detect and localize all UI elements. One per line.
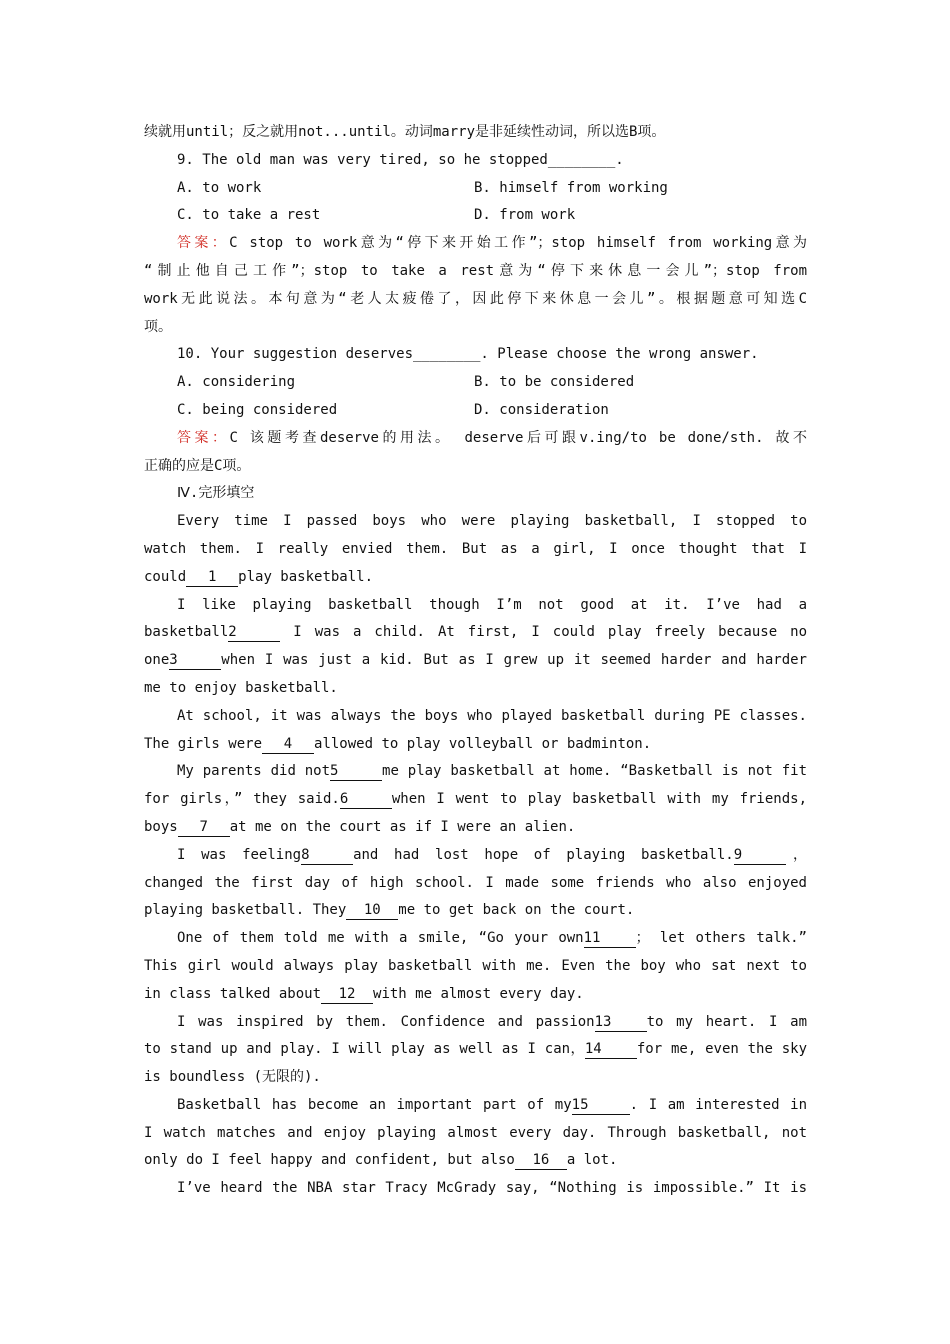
q9-option-b: B. himself from working [474,179,668,196]
cloze-p1-line-3: could 1 play basketball. [144,568,374,585]
cloze-blank-11: 11 [584,930,636,948]
cloze-p3-line-2: The girls were 4 allowed to play volleyball or badminton. [144,735,652,752]
cloze-p1-line-2: watch them. I really envied them. But as a girl, I once thought that I [144,540,807,557]
q9-answer-line-4: 项。 [144,318,172,335]
cloze-p4-line-1: My parents did not5 me play basketball at home. “Basketball is not fit [177,763,807,780]
q10-option-b: B. to be considered [474,374,635,391]
cloze-p4-line-3: boys 7 at me on the court as if I were an alien. [144,818,576,835]
cloze-blank-12: 12 [321,986,373,1004]
q10-option-a: A. considering [177,374,296,391]
cloze-p7-line-2: to stand up and play. I will play as well as I can，14 for me, even the sky [144,1041,807,1058]
cloze-blank-6: 6 [340,791,392,809]
document-page [144,119,807,1203]
q10-answer-line-2: 正确的应是C项。 [144,457,251,474]
cloze-p4-line-2: for girls，” they said.6 when I went to play basketball with my friends, [144,791,807,808]
cloze-p5-line-3: playing basketball. They 10 me to get back on the court. [144,902,635,919]
cloze-blank-9: 9 [734,847,786,865]
cloze-p7-line-1: I was inspired by them. Confidence and passion13 to my heart. I am [177,1013,807,1030]
q10-options-row-1 [144,369,807,397]
cloze-p2-line-1: I like playing basketball though I’m not good at it. I’ve had a [177,596,807,613]
cloze-blank-10: 10 [346,902,398,920]
q9-answer-label: 答案： [177,235,230,252]
section-heading: Ⅳ.完形填空 [177,485,255,502]
cloze-p8-line-2: I watch matches and enjoy playing almost every day. Through basketball, not [144,1124,807,1141]
cloze-p8-line-1: Basketball has become an important part of my15 . I am interested in [177,1096,807,1113]
q9-option-d: D. from work [474,207,576,224]
q9-answer-line-3: work无此说法。本句意为“老人太疲倦了，因此停下来休息一会儿”。根据题意可知选C [144,290,807,307]
cloze-blank-7: 7 [178,819,230,837]
cloze-blank-4: 4 [262,736,314,754]
cloze-blank-8: 8 [301,847,353,865]
q9-stem: 9. The old man was very tired, so he stopped________. [177,151,624,168]
cloze-p6-line-1: One of them told me with a smile, “Go your own11 ； let others talk.” [177,930,807,947]
cloze-p2-line-4: me to enjoy basketball. [144,679,338,696]
prev-answer-tail: 续就用until；反之就用not...until。动词marry是非延续性动词，所以选B项。 [144,124,666,140]
cloze-p6-line-3: in class talked about 12 with me almost every day. [144,985,584,1002]
cloze-blank-2: 2 [228,624,280,642]
q10-option-c: C. being considered [177,401,338,418]
cloze-p9-line-1: I’ve heard the NBA star Tracy McGrady say, “Nothing is impossible.” It is [177,1180,807,1197]
cloze-blank-3: 3 [169,652,221,670]
q9-option-c: C. to take a rest [177,207,321,224]
cloze-p6-line-2: This girl would always play basketball with me. Even the boy who sat next to [144,957,807,974]
cloze-p5-line-1: I was feeling8 and had lost hope of playing basketball.9 ， [177,846,807,863]
cloze-blank-1: 1 [186,569,238,587]
q10-answer-line-1: 答案：C 该题考查deserve的用法。 deserve后可跟v.ing/to be done/sth. 故不 [177,429,807,446]
q9-options-row-2 [144,202,807,230]
cloze-p7-line-3: is boundless (无限的). [144,1069,321,1086]
cloze-blank-5: 5 [330,763,382,781]
q10-option-d: D. consideration [474,401,609,418]
q10-answer-label: 答案： [177,429,230,446]
cloze-blank-15: 15 [572,1097,630,1115]
cloze-p5-line-2: changed the first day of high school. I made some friends who also enjoyed [144,874,807,891]
q9-options-row-1 [144,175,807,203]
cloze-p1-line-1: Every time I passed boys who were playing basketball, I stopped to [177,513,807,530]
cloze-p2-line-3: one3 when I was just a kid. But as I grew up it seemed harder and harder [144,652,807,669]
cloze-blank-14: 14 [585,1041,637,1059]
cloze-p3-line-1: At school, it was always the boys who played basketball during PE classes. [177,707,807,724]
q9-answer-line-2: “制止他自己工作”；stop to take a rest意为“停下来休息一会儿”；stop from [144,262,807,279]
q9-answer-line-1: 答案：C stop to work意为“停下来开始工作”；stop himself from working意为 [177,235,807,252]
q10-stem: 10. Your suggestion deserves________. Please choose the wrong answer. [177,346,759,363]
cloze-p8-line-3: only do I feel happy and confident, but also 16 a lot. [144,1152,618,1169]
cloze-p2-line-2: basketball2 I was a child. At first, I could play freely because no [144,624,807,641]
q9-option-a: A. to work [177,179,262,196]
q10-options-row-2 [144,397,807,425]
cloze-blank-13: 13 [595,1014,647,1032]
cloze-blank-16: 16 [515,1152,567,1170]
